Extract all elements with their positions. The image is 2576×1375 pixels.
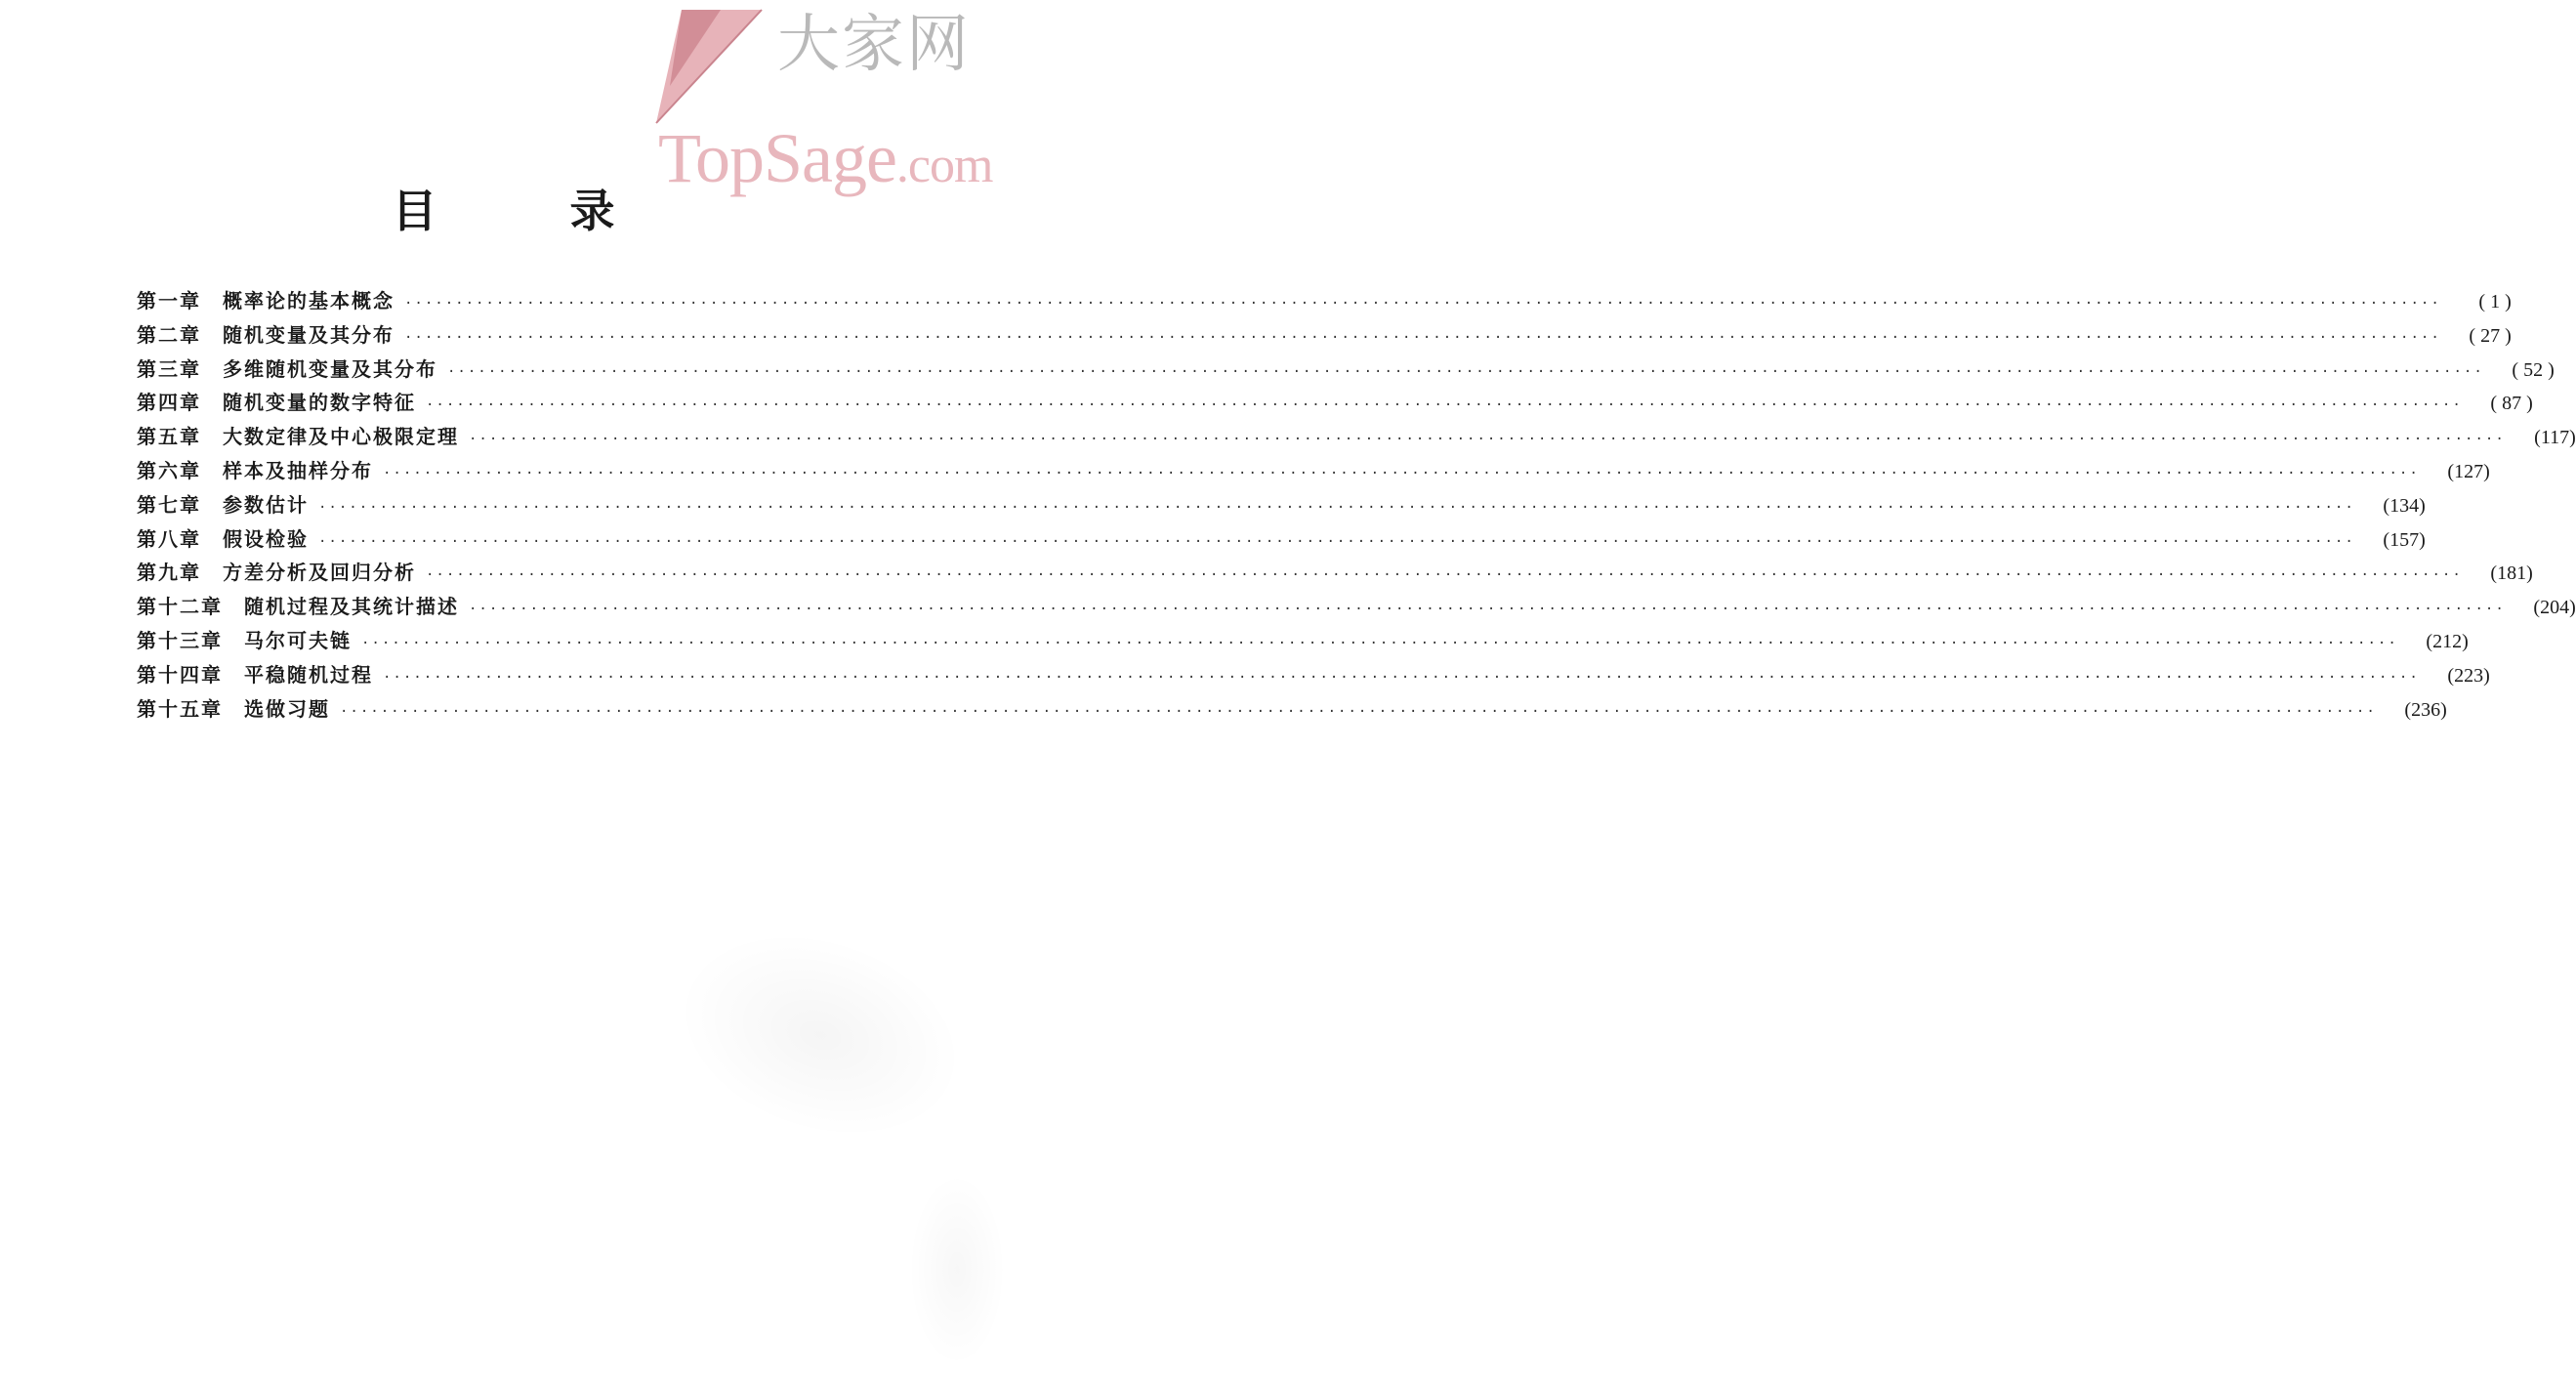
toc-entry: [137, 625, 2469, 659]
toc-chapter-label: 第二章: [137, 322, 201, 347]
toc-page-number: (117): [2534, 427, 2576, 449]
toc-page-number: (223): [2447, 664, 2490, 687]
table-of-contents: [137, 285, 2576, 727]
toc-page-number: ( 52 ): [2512, 358, 2555, 381]
toc-dot-leader: ········································································································································································································: [383, 669, 2420, 686]
toc-chapter-title: 马尔可夫链: [244, 628, 352, 652]
toc-page-number: ( 27 ): [2469, 324, 2512, 347]
toc-chapter-title: 选做习题: [244, 696, 330, 721]
toc-page-number: (157): [2383, 528, 2426, 551]
toc-dot-leader: ········································································································································································································: [383, 465, 2420, 481]
toc-dot-leader: ········································································································································································································: [404, 296, 2441, 312]
toc-entry: [137, 591, 2576, 625]
toc-entry: [137, 557, 2533, 591]
toc-page-number: (212): [2426, 630, 2469, 652]
toc-chapter-title: 多维随机变量及其分布: [223, 356, 437, 381]
toc-dot-leader: ········································································································································································································: [469, 432, 2506, 448]
toc-entry: [137, 455, 2490, 489]
toc-chapter-label: 第四章: [137, 391, 201, 415]
toc-page-number: (236): [2404, 698, 2447, 721]
toc-chapter-title: 概率论的基本概念: [223, 289, 395, 312]
toc-dot-leader: ········································································································································································································: [318, 533, 2355, 550]
toc-page-number: (204): [2533, 597, 2576, 619]
toc-chapter-title: 平稳随机过程: [244, 662, 373, 687]
watermark: [652, 8, 1004, 203]
toc-chapter-label: 第十二章: [137, 595, 223, 619]
toc-chapter-label: 第五章: [137, 425, 201, 449]
toc-chapter-title: 随机变量及其分布: [223, 322, 395, 347]
toc-dot-leader: ········································································································································································································: [318, 499, 2355, 516]
toc-dot-leader: ········································································································································································································: [447, 363, 2484, 380]
toc-page-number: (127): [2447, 460, 2490, 482]
toc-chapter-title: 随机过程及其统计描述: [244, 595, 459, 619]
scan-smudge: [650, 897, 989, 1174]
toc-chapter-title: 大数定律及中心极限定理: [223, 425, 459, 449]
toc-chapter-label: 第一章: [137, 289, 201, 312]
toc-chapter-title: 假设检验: [223, 526, 309, 551]
toc-entry: [137, 523, 2426, 558]
topsage-logo-icon: [652, 8, 779, 135]
toc-chapter-title: 参数估计: [223, 492, 309, 517]
toc-page-number: (134): [2383, 494, 2426, 517]
toc-entry: [137, 659, 2490, 693]
toc-entry: [137, 354, 2555, 388]
toc-chapter-label: 第六章: [137, 458, 201, 482]
toc-chapter-title: 随机变量的数字特征: [223, 391, 416, 415]
toc-entry: [137, 285, 2512, 319]
toc-chapter-label: 第九章: [137, 561, 201, 585]
toc-page-number: ( 1 ): [2478, 291, 2512, 312]
toc-dot-leader: ········································································································································································································: [340, 703, 2377, 720]
toc-chapter-title: 样本及抽样分布: [223, 458, 373, 482]
toc-entry: [137, 693, 2447, 728]
toc-entry: [137, 319, 2512, 354]
toc-dot-leader: ········································································································································································································: [361, 635, 2398, 651]
toc-entry: [137, 421, 2576, 455]
watermark-cn-text: 大家网: [777, 9, 971, 81]
toc-entry: [137, 489, 2426, 523]
scan-smudge: [908, 1172, 1006, 1367]
toc-chapter-label: 第十五章: [137, 696, 223, 721]
toc-entry: [137, 387, 2533, 421]
toc-dot-leader: ········································································································································································································: [404, 329, 2441, 346]
toc-page-number: (181): [2490, 562, 2533, 585]
toc-chapter-title: 方差分析及回归分析: [223, 561, 416, 585]
page-title: 目 录: [392, 185, 674, 237]
toc-chapter-label: 第七章: [137, 492, 201, 517]
watermark-domain: .com: [895, 138, 993, 193]
toc-chapter-label: 第十三章: [137, 628, 223, 652]
toc-chapter-label: 第八章: [137, 526, 201, 551]
toc-chapter-label: 第十四章: [137, 662, 223, 687]
toc-page-number: ( 87 ): [2490, 393, 2533, 415]
toc-dot-leader: ········································································································································································································: [426, 397, 2463, 414]
toc-dot-leader: ········································································································································································································: [469, 602, 2506, 618]
toc-dot-leader: ········································································································································································································: [426, 567, 2463, 584]
watermark-brand: TopSage: [658, 119, 896, 197]
toc-chapter-label: 第三章: [137, 356, 201, 381]
